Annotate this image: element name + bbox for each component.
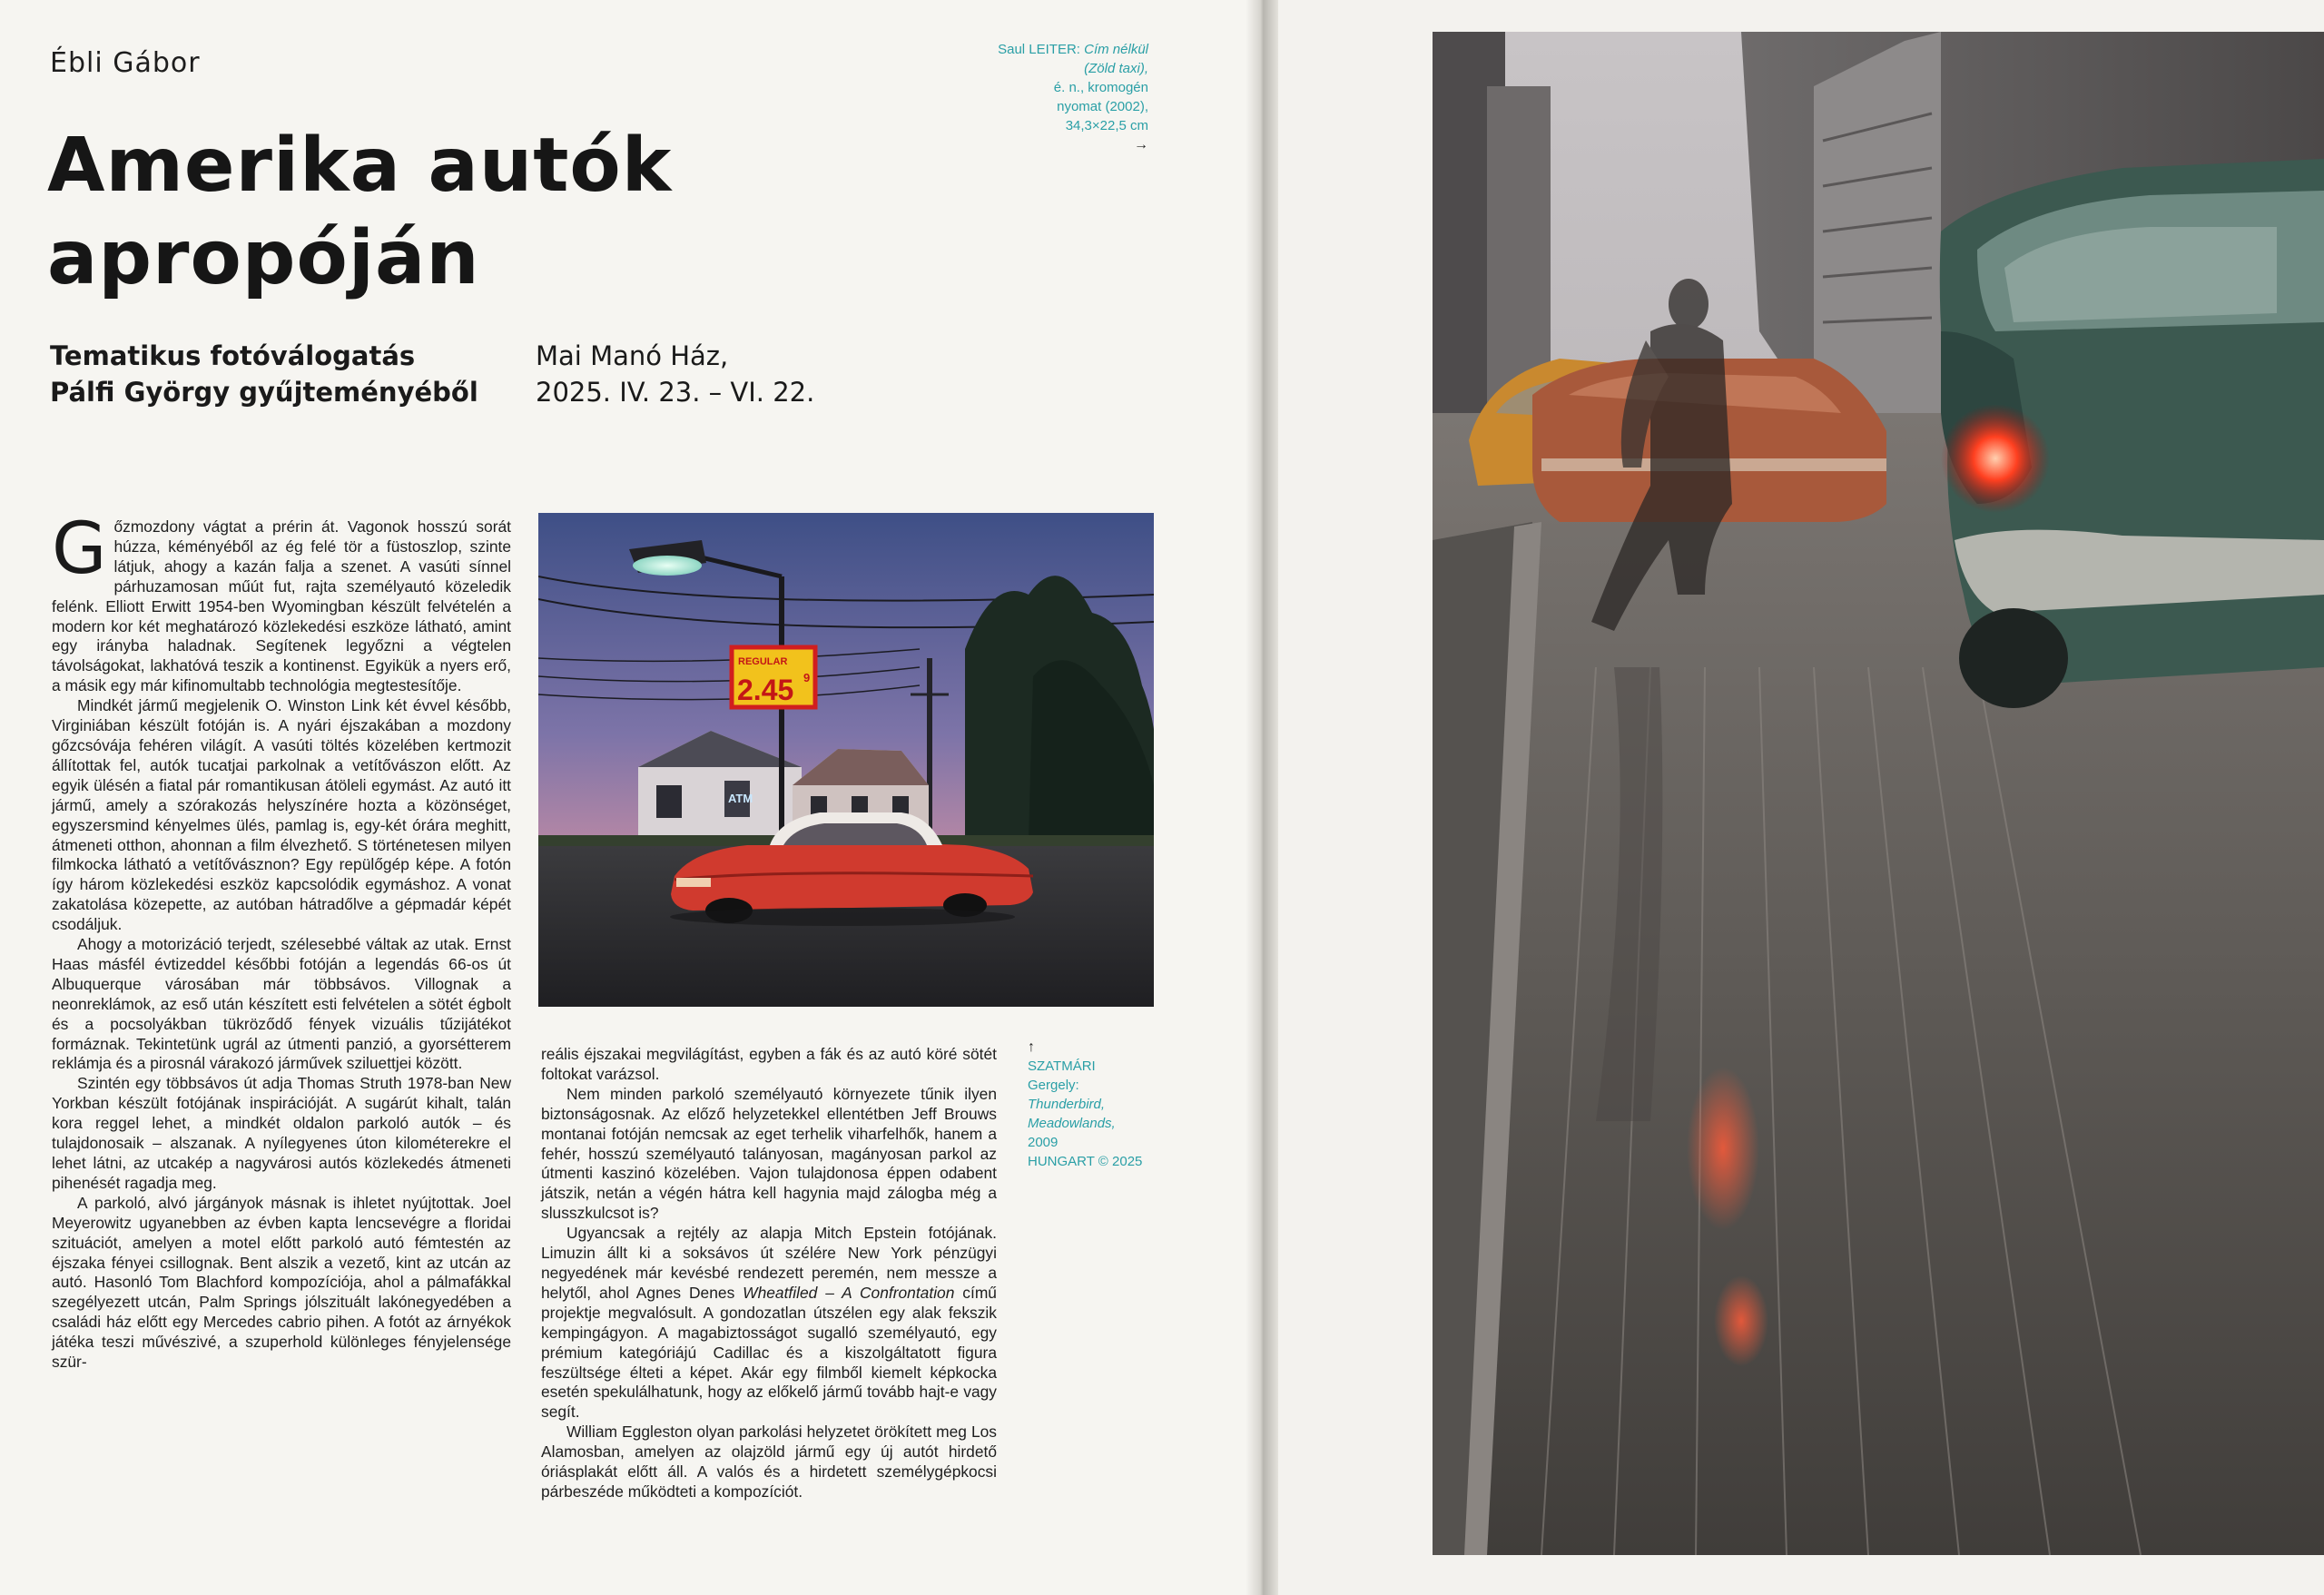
paragraph-text: őzmozdony vágtat a prérin át. Vagonok hosszú sorát húzza, kéményéből az ég felé tör a füstoszlop, szinte látjuk, ahogy a kazán falja a szenet. A vasúti sínnel párhuzamosan műút fut, rajta személyautó közeledik felénk. Elliott Erwitt 1954-ben Wyomingban készült felvételén a modern kor két meghatározó közlekedési eszköze látható, amint egy irányba haladnak. Segítenek legyőzni a végtelen távolságokat, lakhatóvá teszik a kontinenst. Egyikük a nyers erő, a másik egy már kifinomultabb technológia megtestesítője. [52,517,511,695]
caption-artist: SZATMÁRI [1028,1058,1096,1074]
arrow-right-icon: → [1134,137,1148,153]
title-line-1: Amerika autók [47,123,673,209]
body-paragraph: reális éjszakai megvilágítást, egyben a fák és az autó köré sötét foltokat varázsol. [541,1045,997,1083]
drop-cap: G [52,508,107,590]
sign-fraction: 9 [803,671,811,684]
body-paragraph [52,508,511,696]
thunderbird-photo-image [538,513,1154,1007]
subtitle-line-1: Tematikus fotóválogatás [50,340,416,371]
body-paragraph: A parkoló, alvó járgányok másnak is ihletet nyújtottak. Joel Meyerowitz ugyanebben az évben kapta lencsevégre a floridai szituációt, amelyen a motel előtt parkoló autó fémtestén az éjszaka fényei csillognak. Bent alszik a vezető, kint az utcán az autó. Hasonló Tom Blachford kompozíciója, ahol a pálmafákkal szegélyezett utcán, Palm Springs jólszituált lakónegyedében a családi ház előtt egy Mercedes cabrio pihen. A fotót az árnyékok játéka teszi művészivé, a szuperhold különleges fényjelensége szür- [52,1193,511,1372]
venue-line-2: 2025. IV. 23. – VI. 22. [536,377,815,408]
green-taxi-photo [1433,32,2324,1555]
exhibition-venue [536,338,814,410]
caption-artist: Saul LEITER: [998,42,1080,57]
caption-print: nyomat (2002), [1057,99,1148,114]
body-paragraph: Mindkét jármű megjelenik O. Winston Link két évvel később, Virginiában készült fotóján is. A nyári éjszakában a mozdony gőzcsóvája fehéren világít. A vasúti töltés közelében kertmozit állítottak fel, autók tucatjai parkolnak a vetítővászon előtt. Az egyik ülésén a fiatal pár romantikusan átöleli egymást. Az autó itt jármű, amely a szórakozás helyszínére hozta a közönséget, egyszersmind kényelmes ülés, pamlag is, egy-két órára meghitt, átmeneti otthon, ahonnan a film élvezhető. S történetesen milyen filmkocka látható a vetítővásznon? Egy repülőgép képe. A fotón így három közlekedési eszköz kapcsolódik egymáshoz. A vonat zakatolása közepette, az autóban hátradőlve a gépmadár képét csodáljuk. [52,696,511,934]
paragraph-text: című projektje megvalósult. A gondozatlan útszélen egy alak fekszik kempingágyon. A magabiztosságot sugalló személyautó, egy prémium kategóriájú Cadillac és a kiszolgáltatott figura feszültsége élteti a képet. Akár egy filmből kiemelt képkocka esetén spekulálhatunk, hogy az előkelő jármű tovább hajt-e vagy segít. [541,1283,997,1422]
caption-title-2: Meadowlands, [1028,1116,1116,1131]
caption-year: 2009 [1028,1135,1059,1150]
body-column-1 [52,508,511,1373]
body-paragraph [541,1224,997,1423]
article-subtitle [50,338,478,410]
sign-label: REGULAR [738,656,788,667]
caption-title: Cím nélkül (Zöld taxi), [1084,42,1148,76]
caption-size: 34,3×22,5 cm [1065,118,1148,133]
body-paragraph: Szintén egy többsávos út adja Thomas Struth 1978-ban New Yorkban készült fotójának inspirációját. A sugárút kihalt, talán kora reggel lehet, a mindkét oldalon parkoló autók – és tulajdonosaik – alszanak. A nyílegyenes úton kilométerekre el lehet látni, az utcakép a nagyvárosi autós közlekedés átmeneti pihenését ragadja meg. [52,1074,511,1192]
sign-price: 2.45 [737,674,794,706]
venue-line-1: Mai Manó Ház, [536,340,729,371]
page-gutter [1246,0,1278,1595]
atm-sign: ATM [728,792,753,805]
arrow-up-icon: ↑ [1028,1039,1035,1055]
article-title [47,120,955,305]
body-paragraph: Nem minden parkoló személyautó környezete tűnik ilyen biztonságosnak. Az előző helyzetekkel ellentétben Jeff Brouws montanai fotóján nemcsak az eget terhelik viharfelhők, hanem a fehér, hosszú személyautó talányosan, magányosan parkol az útmenti kaszinó közelében. Vajon tulajdonosa éppen odabent játszik, netán a végén hátra kell hagynia majd zálogba még a slusszkulcsot is? [541,1084,997,1223]
title-line-2: apropóján [47,215,480,301]
body-column-2 [541,1045,997,1502]
body-paragraph: Ahogy a motorizáció terjedt, szélesebbé váltak az utak. Ernst Haas másfél évtizeddel későbbi fotóján a legendás 66-os út Albuquerque városában már többsávos. Villognak a neonreklámok, az eső után készített esti felvételen a sötét égbolt és a pocsolyákban tükröződő fények vizuális tűzijátékot formáznak. Tekintetünk ugrál az útmenti panzió, a gyorsétterem reklámja és a pirosnál várakozó járművek sziluettjei között. [52,935,511,1073]
author-name: Ébli Gábor [50,47,201,79]
green-taxi-photo-image [1433,32,2324,1555]
photo-caption-szatmari [1028,1038,1191,1171]
caption-medium: é. n., kromogén [1053,80,1148,95]
caption-credit: HUNGART © 2025 [1028,1154,1143,1169]
paragraph-text: Ugyancsak a rejtély az alapja Mitch Epstein fotójának. Limuzin állt ki a soksávos út szélére New York pénzügyi negyedének már kevésbé rendezett peremén, nem messze a helytől, ahol Agnes Denes [541,1224,997,1302]
subtitle-line-2: Pálfi György gyűjteményéből [50,377,478,408]
project-title: Wheatfiled – A Confrontation [743,1283,955,1302]
photo-caption-leiter [985,40,1148,154]
caption-artist-firstname: Gergely: [1028,1078,1079,1093]
caption-title-1: Thunderbird, [1028,1097,1106,1112]
thunderbird-photo [538,513,1154,1007]
body-paragraph: William Eggleston olyan parkolási helyzetet örökített meg Los Alamosban, amelyen az olajzöld jármű egy új autót hirdető óriásplakát előtt áll. A valós és a hirdetett személygépkocsi párbeszéde működteti a kompozíciót. [541,1423,997,1501]
